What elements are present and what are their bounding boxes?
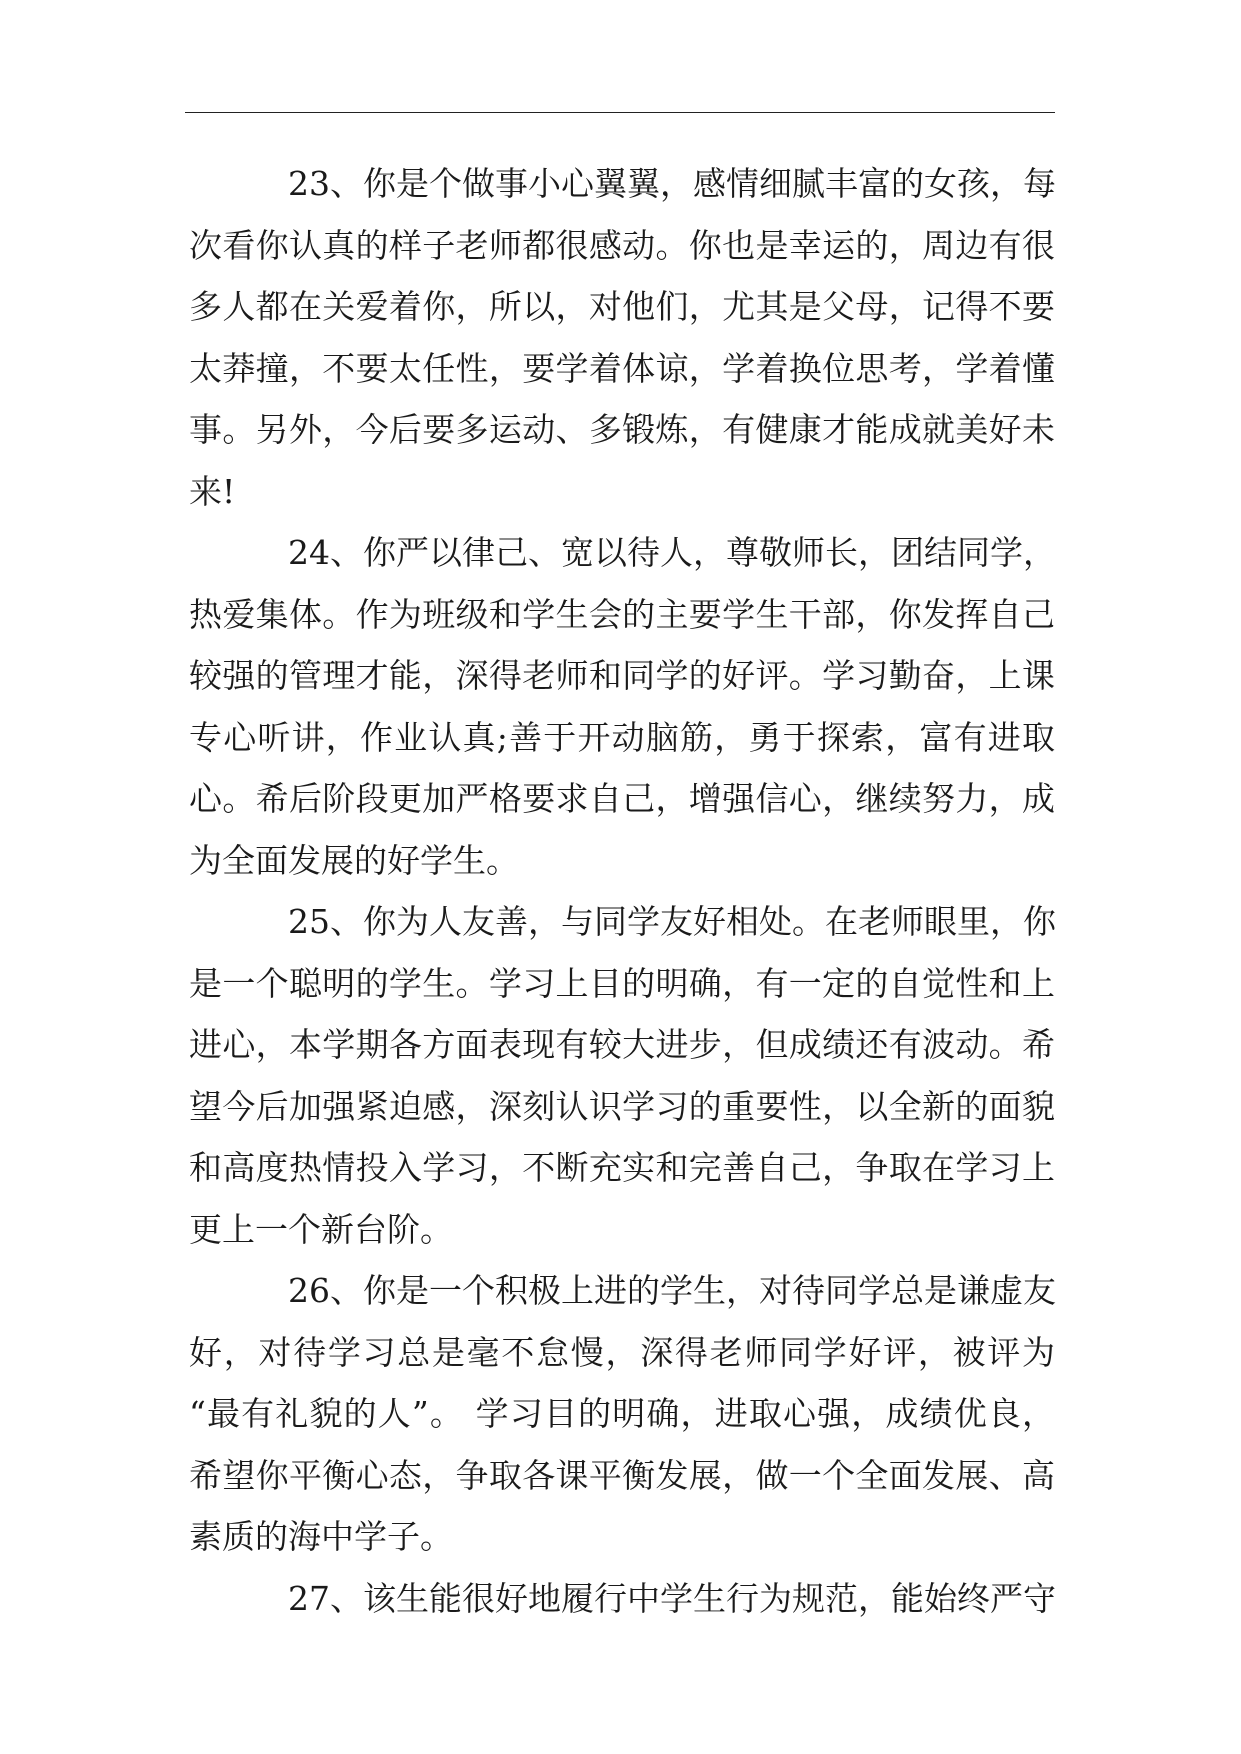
text-line: 好，对待学习总是毫不怠慢，深得老师同学好评，被评为 <box>189 1332 1055 1372</box>
text-line: 是一个聪明的学生。学习上目的明确，有一定的自觉性和上 <box>189 963 1055 1003</box>
text-line: 25、你为人友善，与同学友好相处。在老师眼里，你 <box>288 902 1056 941</box>
text-line: 进心，本学期各方面表现有较大进步，但成绩还有波动。希 <box>189 1025 1055 1064</box>
text-line: 心。希后阶段更加严格要求自己，增强信心，继续努力，成 <box>189 779 1055 818</box>
text-line: 更上一个新台阶。 <box>189 1209 453 1249</box>
text-line: 望今后加强紧迫感，深刻认识学习的重要性，以全新的面貌 <box>189 1086 1055 1126</box>
text-line: 希望你平衡心态，争取各课平衡发展，做一个全面发展、高 <box>189 1455 1055 1495</box>
text-line: 次看你认真的样子老师都很感动。你也是幸运的，周边有很 <box>189 225 1055 265</box>
text-line: 热爱集体。作为班级和学生会的主要学生干部，你发挥自己 <box>189 594 1055 634</box>
text-line: 来! <box>189 471 236 511</box>
text-line: 24、你严以律己、宽以待人，尊敬师长，团结同学， <box>288 533 1056 572</box>
text-line: 专心听讲，作业认真;善于开动脑筋，勇于探索，富有进取 <box>189 717 1055 757</box>
text-line: 事。另外，今后要多运动、多锻炼，有健康才能成就美好未 <box>189 410 1055 449</box>
text-line: 较强的管理才能，深得老师和同学的好评。学习勤奋，上课 <box>189 656 1055 695</box>
text-line: 太莽撞，不要太任性，要学着体谅，学着换位思考，学着懂 <box>189 348 1055 388</box>
text-line: 23、你是个做事小心翼翼，感情细腻丰富的女孩，每 <box>288 164 1056 203</box>
document-body <box>189 153 1055 1629</box>
text-line: 27、该生能很好地履行中学生行为规范，能始终严守 <box>288 1578 1056 1618</box>
text-line: 素质的海中学子。 <box>189 1517 453 1556</box>
text-line: 和高度热情投入学习，不断充实和完善自己，争取在学习上 <box>189 1148 1055 1187</box>
text-line: 26、你是一个积极上进的学生，对待同学总是谦虚友 <box>288 1271 1056 1310</box>
text-line: 为全面发展的好学生。 <box>189 840 519 880</box>
text-line: 多人都在关爱着你，所以，对他们，尤其是父母，记得不要 <box>189 287 1055 326</box>
text-line: “最有礼貌的人”。 学习目的明确，进取心强，成绩优良， <box>189 1394 1055 1433</box>
header-rule <box>185 112 1055 113</box>
